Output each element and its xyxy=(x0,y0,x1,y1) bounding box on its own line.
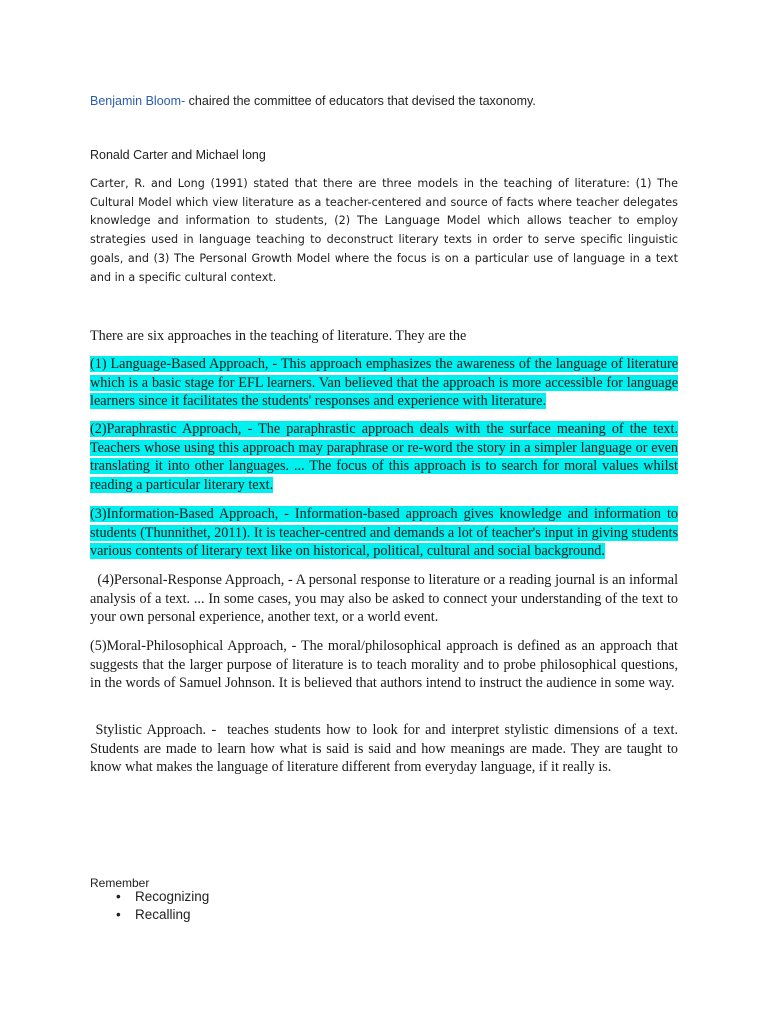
approach-information-based xyxy=(90,505,678,561)
list-item xyxy=(90,906,209,924)
approach-stylistic: Stylistic Approach. - teaches students how to look for and interpret stylistic dimensions of a text. Students are made to learn how what is said is said and how meanings are made. They are taught to know what makes the language of literature different from everyday language, if it really is. xyxy=(90,722,682,776)
list-item-label: Recalling xyxy=(135,907,191,922)
bloom-name: Benjamin Bloom- xyxy=(90,94,186,108)
approach-moral-philosophical: (5)Moral-Philosophical Approach, - The moral/philosophical approach is defined as an approach that suggests that the larger purpose of literature is to teach morality and to probe philosophical questions, in the words of Samuel Johnson. It is believed that authors intend to instruct the audience in some way. xyxy=(90,638,678,692)
carter-heading: Ronald Carter and Michael long xyxy=(90,148,266,162)
approach-information-based-text: (3)Information-Based Approach, - Information-based approach gives knowledge and information to students (Thunnithet, 2011). It is teacher-centred and demands a lot of teacher's input in giving students various contents of literary text like on historical, political, cultural and social background. xyxy=(90,506,678,560)
list-item xyxy=(90,888,209,906)
bloom-line xyxy=(90,92,678,111)
approaches-intro: There are six approaches in the teaching of literature. They are the xyxy=(90,328,467,344)
approach-language-based-text: (1) Language-Based Approach, - This approach emphasizes the awareness of the language of literature which is a basic stage for EFL learners. Van believed that the approach is more accessible for language learners since it facilitates the students' responses and experience with literature. xyxy=(90,356,678,410)
list-item-label: Recognizing xyxy=(135,889,210,904)
remember-list xyxy=(90,888,209,924)
remember-heading: Remember xyxy=(90,876,150,890)
approach-personal-response: (4)Personal-Response Approach, - A personal response to literature or a reading journal is an informal analysis of a text. ... In some cases, you may also be asked to connect your understanding of the text to your own personal experience, another text, or a world event. xyxy=(90,572,682,626)
approach-language-based xyxy=(90,355,678,411)
approach-paraphrastic xyxy=(90,420,678,494)
carter-paragraph: Carter, R. and Long (1991) stated that there are three models in the teaching of literature: (1) The Cultural Model which view literature as a teacher-centered and source of facts where teacher delegates knowledge and information to students, (2) The Language Model which allows teacher to employ strategies used in language teaching to deconstruct literary texts in order to serve specific linguistic goals, and (3) The Personal Growth Model where the focus is on a particular use of language in a text and in a specific cultural context. xyxy=(90,177,678,284)
bloom-text: chaired the committee of educators that devised the taxonomy. xyxy=(185,94,536,108)
approach-paraphrastic-text: (2)Paraphrastic Approach, - The paraphrastic approach deals with the surface meaning of the text. Teachers whose using this approach may paraphrase or re-word the story in a simpler language or even translating it into other languages. ... The focus of this approach is to search for moral values whilst reading a particular literary text. xyxy=(90,421,678,493)
bullet-icon: • xyxy=(116,907,121,922)
bullet-icon: • xyxy=(116,889,121,904)
